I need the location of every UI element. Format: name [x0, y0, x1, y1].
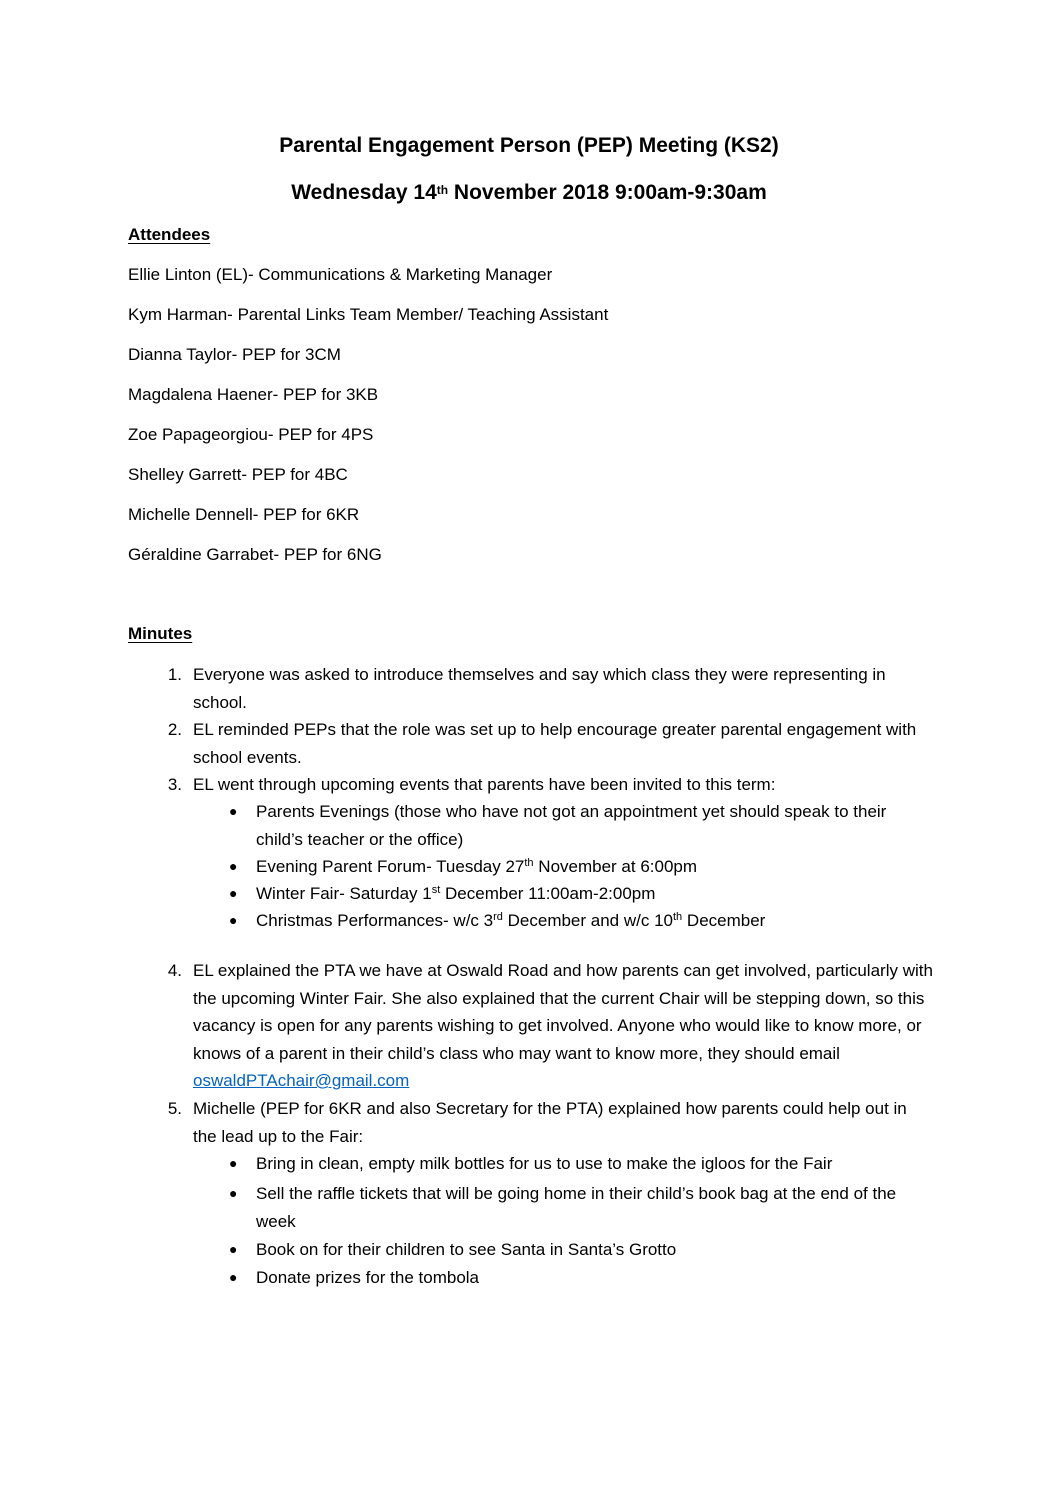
- bullet-dot-icon: ●: [229, 858, 238, 874]
- ordinal-suffix: st: [431, 884, 441, 896]
- bullet-text: December: [682, 911, 766, 930]
- ordinal-suffix: rd: [493, 911, 503, 923]
- bullet-text: Winter Fair- Saturday 1: [256, 884, 432, 903]
- attendee-item: Shelley Garrett- PEP for 4BC: [128, 465, 348, 484]
- ordinal-suffix: th: [524, 857, 534, 869]
- document-title: Parental Engagement Person (PEP) Meeting (KS2): [279, 134, 779, 157]
- minutes-item-number: 4.: [167, 961, 182, 980]
- bullet-dot-icon: ●: [229, 1185, 238, 1201]
- bullet-item-text: [256, 798, 936, 853]
- email-link[interactable]: oswaldPTAchair@gmail.com: [193, 1071, 410, 1090]
- bullet-text: Bring in clean, empty milk bottles for us to use to make the igloos for the Fair: [256, 1154, 833, 1173]
- bullet-text: December 11:00am-2:00pm: [440, 884, 656, 903]
- minutes-item-number: 2.: [167, 720, 182, 739]
- bullet-item-text: [256, 1150, 936, 1178]
- bullet-text: Sell the raffle tickets that will be going home in their child’s book bag at the end of the week: [256, 1184, 897, 1231]
- minutes-item-number: 3.: [167, 775, 182, 794]
- bullet-text: Book on for their children to see Santa in Santa’s Grotto: [256, 1240, 677, 1259]
- minutes-item-text: Michelle (PEP for 6KR and also Secretary for the PTA) explained how parents could help out in the lead up to the Fair:: [193, 1099, 907, 1146]
- ordinal-suffix: th: [673, 911, 683, 923]
- meeting-date-prefix: Wednesday 14: [291, 181, 437, 204]
- bullet-text: December and w/c 10: [502, 911, 673, 930]
- minutes-item-number: 5.: [167, 1099, 182, 1118]
- attendees-heading: Attendees: [128, 225, 211, 244]
- bullet-item-text: [256, 907, 936, 935]
- bullet-dot-icon: ●: [229, 803, 238, 819]
- minutes-item-text: Everyone was asked to introduce themselves and say which class they were representing in school.: [193, 665, 886, 712]
- meeting-date-suffix: November 2018 9:00am-9:30am: [448, 181, 767, 204]
- bullet-item-text: [256, 1180, 936, 1235]
- bullet-text: Donate prizes for the tombola: [256, 1268, 480, 1287]
- bullet-item-text: [256, 1236, 936, 1264]
- paragraph-text: EL explained the PTA we have at Oswald Road and how parents can get involved, particularly with the upcoming Winter Fair. She also explained that the current Chair will be stepping down, so this vacancy is open for any parents wishing to get involved. Anyone who would like to know more, or knows of a parent in their child’s class who may want to know more, they should email: [193, 961, 933, 1063]
- bullet-item-text: [256, 1264, 936, 1292]
- bullet-text: Christmas Performances- w/c 3: [256, 911, 494, 930]
- bullet-dot-icon: ●: [229, 912, 238, 928]
- bullet-dot-icon: ●: [229, 1269, 238, 1285]
- minutes-item-number: 1.: [167, 665, 182, 684]
- attendee-item: Dianna Taylor- PEP for 3CM: [128, 345, 341, 364]
- attendee-item: Michelle Dennell- PEP for 6KR: [128, 505, 360, 524]
- bullet-item-text: [256, 853, 936, 881]
- bullet-item-text: [256, 880, 936, 908]
- minutes-item-text: [193, 957, 933, 1095]
- bullet-dot-icon: ●: [229, 1241, 238, 1257]
- attendee-item: Ellie Linton (EL)- Communications & Marketing Manager: [128, 265, 553, 284]
- bullet-text: Evening Parent Forum- Tuesday 27: [256, 857, 525, 876]
- minutes-heading: Minutes: [128, 624, 193, 643]
- meeting-date: [0, 180, 1058, 206]
- attendee-item: Géraldine Garrabet- PEP for 6NG: [128, 545, 382, 564]
- bullet-text: Parents Evenings (those who have not got an appointment yet should speak to their child’s teacher or the office): [256, 802, 887, 849]
- minutes-item-text: EL went through upcoming events that parents have been invited to this term:: [193, 775, 776, 794]
- bullet-dot-icon: ●: [229, 885, 238, 901]
- attendee-item: Magdalena Haener- PEP for 3KB: [128, 385, 379, 404]
- minutes-item-text: EL reminded PEPs that the role was set up to help encourage greater parental engagement with school events.: [193, 720, 917, 767]
- bullet-dot-icon: ●: [229, 1155, 238, 1171]
- bullet-text: November at 6:00pm: [533, 857, 698, 876]
- attendee-item: Kym Harman- Parental Links Team Member/ Teaching Assistant: [128, 305, 609, 324]
- attendee-item: Zoe Papageorgiou- PEP for 4PS: [128, 425, 374, 444]
- meeting-date-ordinal: th: [436, 183, 449, 197]
